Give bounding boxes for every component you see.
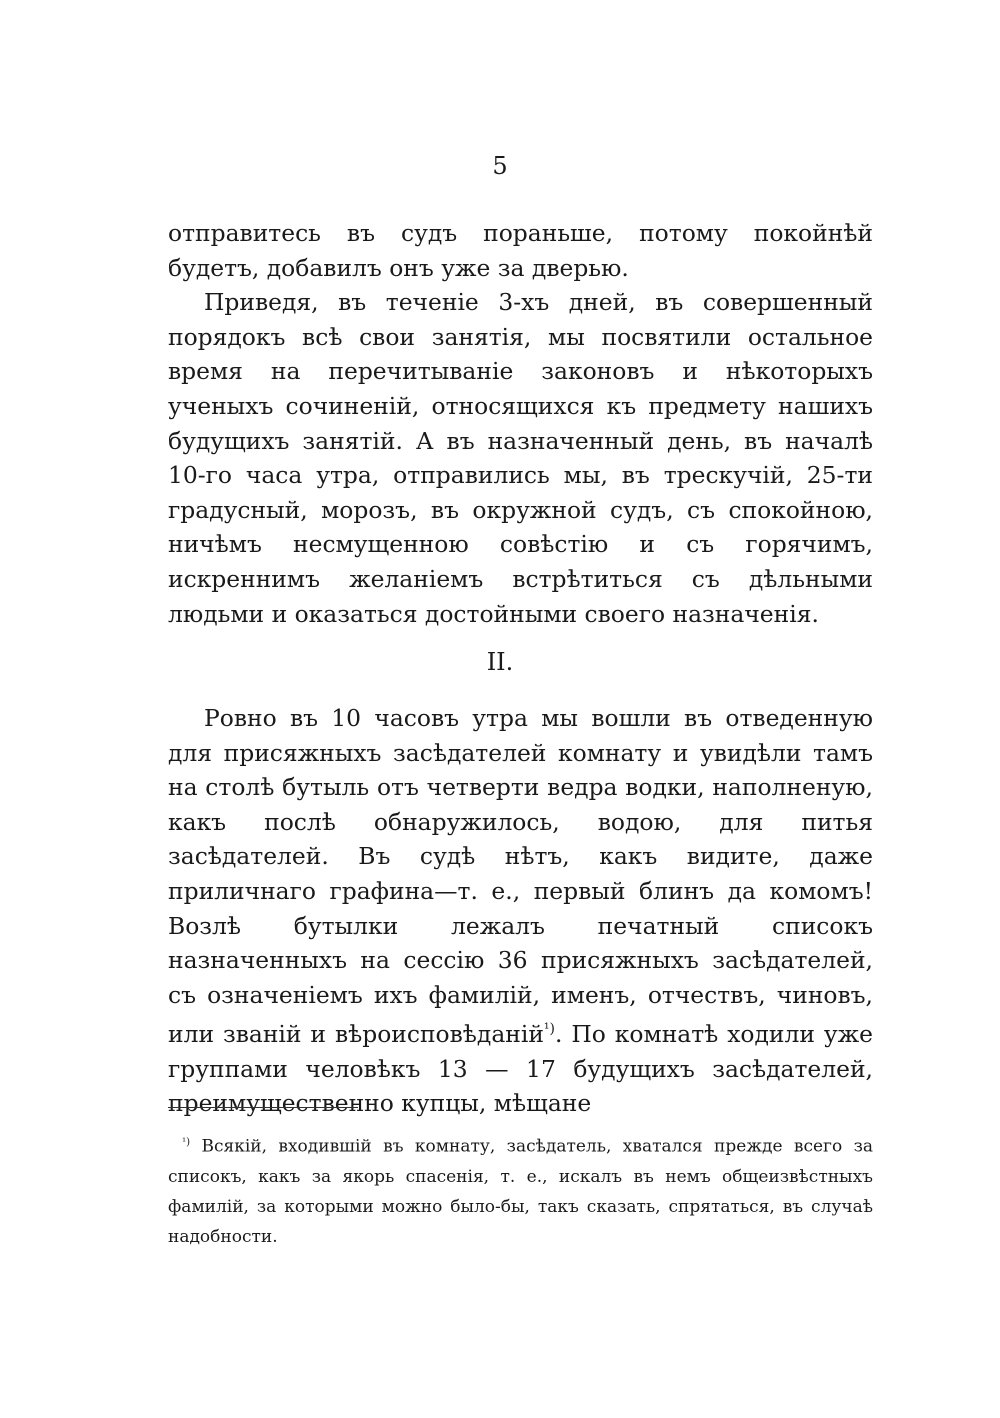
- footnote: [168, 1128, 873, 1252]
- paragraph-jury-room-tail: . По комнатѣ ходили уже группами человѣкъ 13 — 17 будущихъ засѣдателей, преимущественно купцы, мѣщане: [168, 1020, 873, 1118]
- section-heading: II.: [486, 648, 514, 676]
- paragraph-jury-room-main: Ровно въ 10 часовъ утра мы вошли въ отведенную для присяжныхъ засѣдателей комнату и увидѣли тамъ на столѣ бутыль отъ четверти ведра водки, наполненую, какъ послѣ обнаружилось, водою, для питья засѣдателей. Въ судѣ нѣтъ, какъ видите, даже приличнаго графина—т. е., первый блинъ да комомъ! Возлѣ бутылки лежалъ печатный списокъ назначенныхъ на сессію 36 присяжныхъ засѣдателей, съ означеніемъ ихъ фамилій, именъ, отчествъ, чиновъ, или званій и вѣроисповѣданій: [168, 704, 873, 1049]
- text-block-section-two: [168, 701, 873, 1121]
- paragraph-preparation: Приведя, въ теченіе 3-хъ дней, въ совершенный порядокъ всѣ свои занятія, мы посвятили остальное время на перечитываніе законовъ и нѣкоторыхъ ученыхъ сочиненій, относящихся къ предмету нашихъ будущихъ занятій. А въ назначенный день, въ началѣ 10-го часа утра, отправились мы, въ трескучій, 25-ти градусный, морозъ, въ окружной судъ, съ спокойною, ничѣмъ несмущенною совѣстію и съ горячимъ, искреннимъ желаніемъ встрѣтиться съ дѣльными людьми и оказаться достойными своего назначенія.: [168, 288, 873, 628]
- footnote-reference: ¹): [543, 1021, 556, 1038]
- page-number: 5: [492, 152, 508, 180]
- text-block-top: [168, 216, 873, 631]
- paragraph-continuation: отправитесь въ судъ пораньше, потому покойнѣй будетъ, добавилъ онъ уже за дверью.: [168, 219, 873, 282]
- paragraph-jury-room: [168, 701, 873, 1121]
- footnote-marker: ¹): [182, 1137, 191, 1148]
- footnote-divider: [168, 1107, 358, 1108]
- footnote-text: Всякій, входившій въ комнату, засѣдатель, хватался прежде всего за списокъ, какъ за якорь спасенія, т. е., искалъ въ немъ общеизвѣстныхъ фамилій, за которыми можно было-бы, такъ сказать, спрятаться, въ случаѣ надобности.: [168, 1136, 873, 1247]
